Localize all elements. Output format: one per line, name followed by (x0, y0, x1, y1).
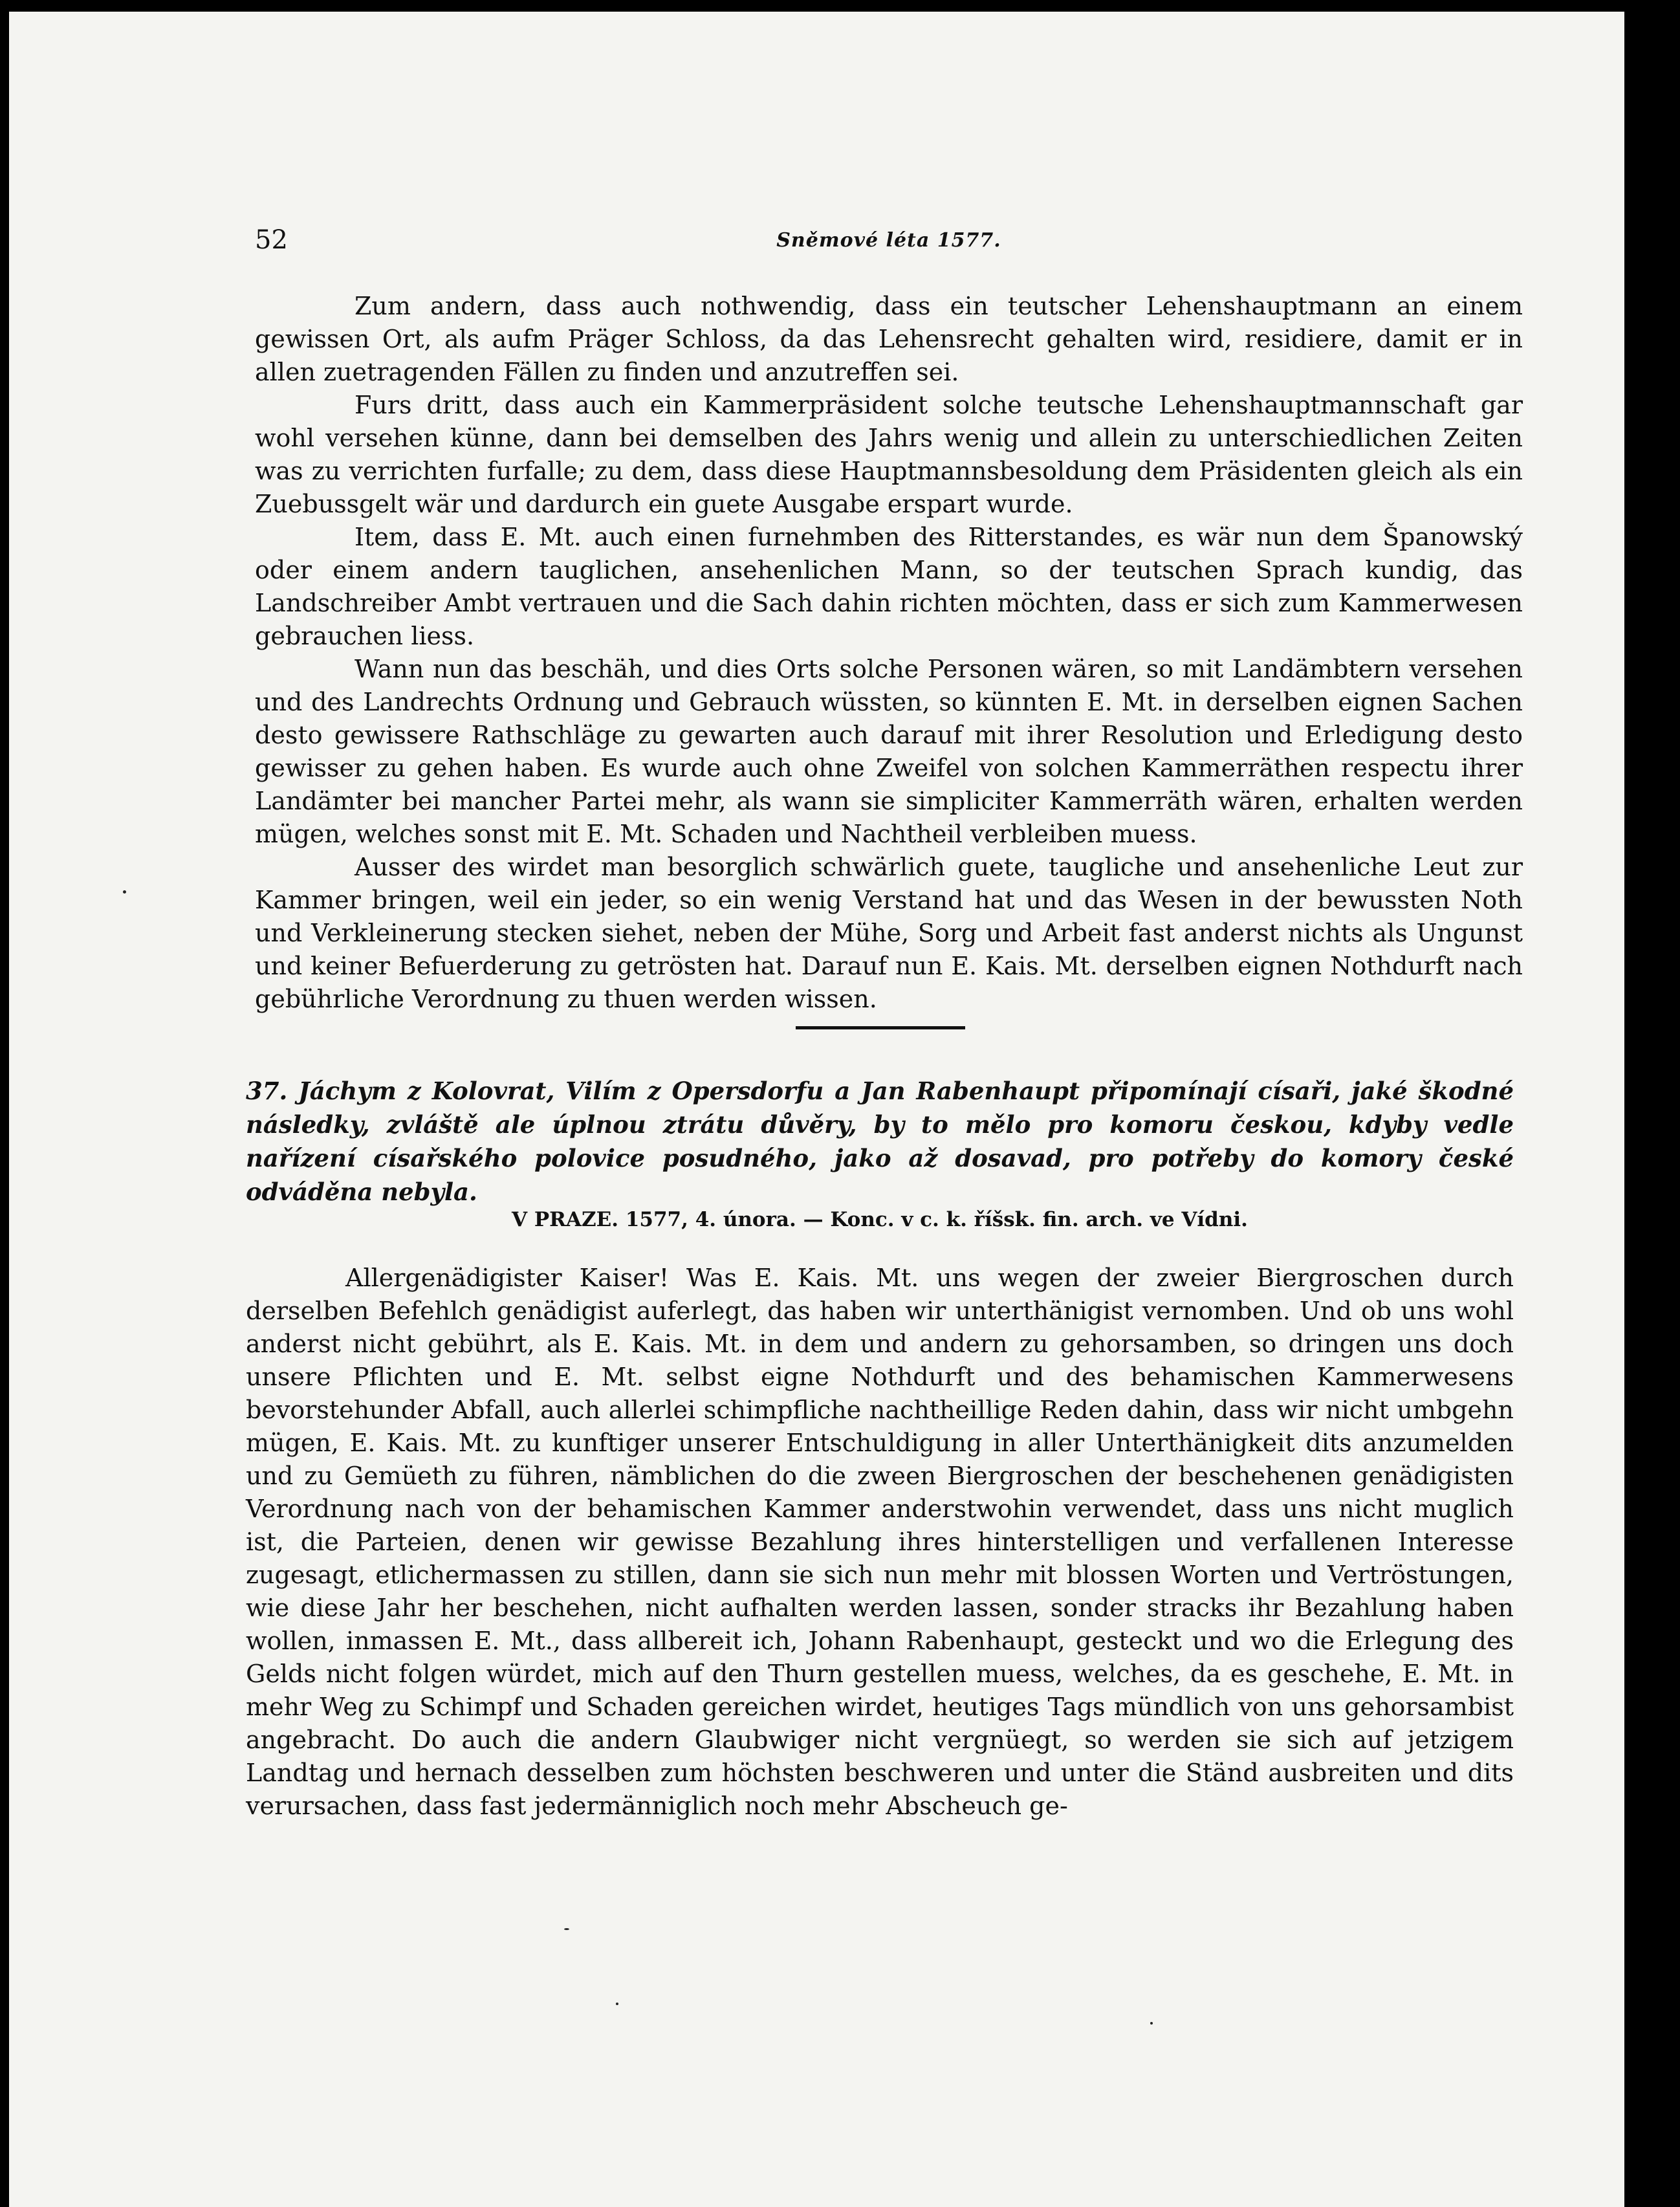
scan-speck (564, 1928, 569, 1930)
page-header (255, 225, 1523, 264)
paragraph: Ausser des wirdet man besorglich schwärlich guete, taugliche und ansehenliche Leut zur Kammer bringen, weil ein jeder, so ein wenig Verstand hat und das Wesen in der bewussten Noth und Verkleinerung stecken siehet, neben der Mühe, Sorg und Arbeit fast anderst nichts als Ungunst und keiner Befuerderung zu getrösten hat. Darauf nun E. Kais. Mt. derselben eignen Nothdurft nach gebührliche Verordnung zu thuen werden wissen. (255, 853, 1523, 1013)
running-title: Sněmové léta 1577. (776, 229, 1001, 252)
scan-speck (123, 890, 126, 894)
scan-speck (1150, 2022, 1153, 2025)
document-source: V PRAZE. 1577, 4. února. — Konc. v c. k. říšsk. fin. arch. ve Vídni. (512, 1208, 1248, 1231)
document-number: 37. (246, 1077, 288, 1105)
page-number: 52 (255, 225, 288, 255)
scan-border (1624, 0, 1680, 2207)
paragraph: Wann nun das beschäh, und dies Orts solche Personen wären, so mit Landämbtern versehen und des Landrechts Ordnung und Gebrauch wüssten, so künnten E. Mt. in derselben eignen Sachen desto gewissere Rathschläge zu gewarten auch darauf mit ihrer Resolution und Erledigung desto gewisser zu gehen haben. Es wurde auch ohne Zweifel von solchen Kammerräthen respectu ihrer Landämter bei mancher Partei mehr, als wann sie simpliciter Kammerräth wären, erhalten werden mügen, welches sonst mit E. Mt. Schaden und Nachtheil verbleiben muess. (255, 655, 1523, 848)
paragraph: Furs dritt, dass auch ein Kammerpräsident solche teutsche Lehenshauptmannschaft gar wohl versehen künne, dann bei demselben des Jahrs wenig und allein zu unterschiedlichen Zeiten was zu verrichten furfalle; zu dem, dass diese Hauptmannsbesoldung dem Präsidenten gleich als ein Zuebussgelt wär und dardurch ein guete Ausgabe erspart wurde. (255, 391, 1523, 518)
document-heading (246, 1074, 1514, 1209)
paragraph: Item, dass E. Mt. auch einen furnehmben des Ritterstandes, es wär nun dem Španowský oder einem andern tauglichen, ansehenlichen Mann, so der teutschen Sprach kundig, das Landschreiber Ambt vertrauen und die Sach dahin richten möchten, dass er sich zum Kammerwesen gebrauchen liess. (255, 523, 1523, 650)
lower-text-block (246, 1262, 1514, 1823)
paragraph: Allergenädigister Kaiser! Was E. Kais. Mt. uns wegen der zweier Biergroschen durch derselben Befehlch genädigist auferlegt, das haben wir unterthänigist vernomben. Und ob uns wohl anderst nicht gebührt, als E. Kais. Mt. in dem und andern zu gehorsamben, so dringen uns doch unsere Pflichten und E. Mt. selbst eigne Nothdurft und des behamischen Kammerwesens bevorstehunder Abfall, auch allerlei schimpfliche nachtheillige Reden dahin, dass wir nicht umbgehn mügen, E. Kais. Mt. zu kunftiger unserer Entschuldigung in aller Unterthänigkeit dits anzumelden und zu Gemüeth zu führen, nämblichen do die zween Biergroschen der beschehenen genädigisten Verordnung nach von der behamischen Kammer anderstwohin verwendet, dass uns nicht muglich ist, die Parteien, denen wir gewisse Bezahlung ihres hinterstelligen und verfallenen Interesse zugesagt, etlichermassen zu stillen, dann sie sich nun mehr mit blossen Worten und Vertröstungen, wie diese Jahr her beschehen, nicht aufhalten werden lassen, sonder stracks ihr Bezahlung haben wollen, inmassen E. Mt., dass allbereit ich, Johann Rabenhaupt, gesteckt und wo die Erlegung des Gelds nicht folgen würdet, mich auf den Thurn gestellen muess, welches, da es geschehe, E. Mt. in mehr Weg zu Schimpf und Schaden gereichen wirdet, heutiges Tags mündlich von uns gehorsambist angebracht. Do auch die andern Glaubwiger nicht vergnüegt, so werden sie sich auf jetzigem Landtag und hernach desselben zum höchsten beschweren und unter die Ständ ausbreiten und dits verursachen, dass fast jedermänniglich noch mehr Abscheuch ge- (246, 1264, 1514, 1820)
scan-speck (616, 2003, 618, 2005)
paragraph: Zum andern, dass auch nothwendig, dass ein teutscher Lehenshauptmann an einem gewissen Ort, als aufm Präger Schloss, da das Lehensrecht gehalten wird, residiere, damit er in allen zuetragenden Fällen zu finden und anzutreffen sei. (255, 292, 1523, 386)
upper-text-block (255, 290, 1523, 1016)
section-divider (796, 1026, 965, 1029)
document-summary: Jáchym z Kolovrat, Vilím z Opersdorfu a Jan Rabenhaupt připomínají císaři, jaké škodné následky, zvláště ale úplnou ztrátu důvěry, by to mělo pro komoru českou, kdyby vedle nařízení císařského polovice posudného, jako až dosavad, pro potřeby do komory české odváděna nebyla. (246, 1077, 1514, 1206)
